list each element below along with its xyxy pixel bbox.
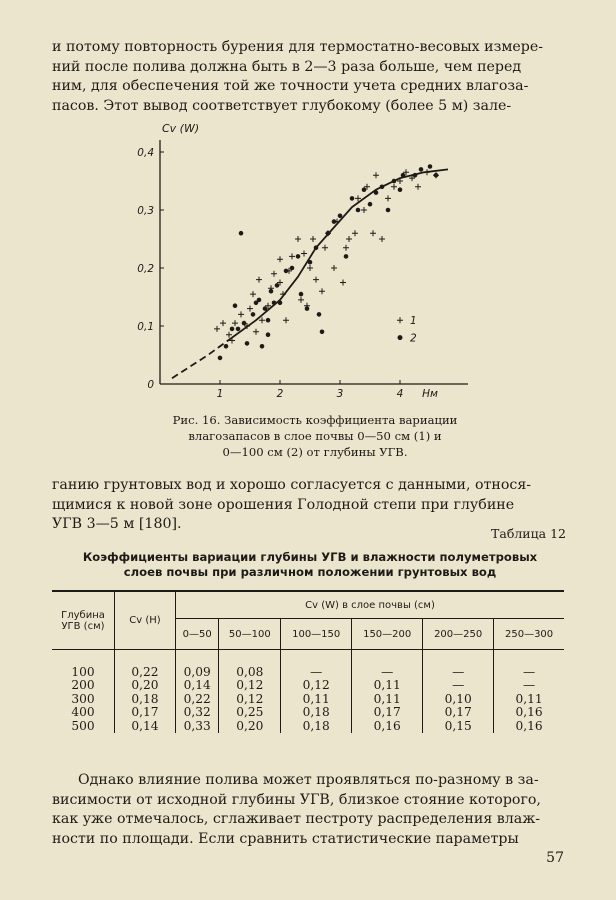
table-row [52,720,564,733]
figure-caption [150,412,480,460]
dot-point [356,208,361,213]
page-number: 57 [546,850,564,866]
dot-point [290,266,295,271]
plus-point [247,306,253,312]
column-header-depth: Глубина УГВ (см) [52,591,115,650]
dot-point [368,202,373,207]
plus-point [253,329,259,335]
cell-value: 0,16 [494,720,564,733]
y-tick-label: 0,3 [137,205,154,217]
cell-value: 0,33 [176,720,219,733]
table-row [52,679,564,692]
dot-point [344,254,349,259]
series-2-points [218,164,439,360]
plus-point [271,271,277,277]
dot-point [332,219,337,224]
cell-cvh: 0,14 [115,720,176,733]
cell-value: 0,18 [281,720,352,733]
text-line: как уже отмечалось, сглаживает пестроту распределения влаж- [52,811,541,827]
cell-value: 0,09 [176,650,219,680]
dot-point [296,254,301,259]
caption-line: 0—100 см (2) от глубины УГВ. [222,445,408,459]
cell-depth: 400 [71,705,95,720]
plus-point [220,320,226,326]
chart-ticks [137,147,438,400]
cell-cvh: 0,18 [115,693,176,706]
text-line: ности по площади. Если сравнить статистические параметры [52,830,519,847]
dot-point [284,269,289,274]
text-line: Однако влияние полива может проявляться по-разному в за- [78,772,539,788]
cell-value: 0,11 [352,693,423,706]
cell-depth: 100 [71,665,95,679]
y-tick-label: 0,1 [137,321,154,333]
cell-value: 0,18 [281,706,352,719]
plus-point [259,317,265,323]
legend-dot-marker [398,335,403,340]
x-tick-label: 3 [336,388,344,400]
dot-point [245,341,250,346]
cell-value: 0,12 [281,679,352,692]
trend-curve-solid [232,169,448,337]
y-axis-title: Cv (W) [162,122,200,135]
table-number: Таблица 12 [491,526,566,541]
table-row [52,706,564,719]
plus-point [361,207,367,213]
plus-point [391,184,397,190]
plus-point [226,332,232,338]
plus-point [298,297,304,303]
plus-point [322,245,328,251]
dot-point [320,330,325,335]
dot-point [419,167,424,172]
plus-point [313,277,319,283]
chart-legend [397,315,417,344]
plus-point [370,230,376,236]
plus-point [238,311,244,317]
paragraph-bottom [52,771,557,849]
dot-point [362,187,367,192]
plus-point [232,320,238,326]
cell-value: — [494,679,564,692]
text-line: пасов. Этот вывод соответствует глубокому (более 5 м) зале- [52,97,512,114]
plus-point [283,317,289,323]
cell-value: 0,25 [219,706,281,719]
series-1-points [214,169,439,343]
dot-point [434,173,439,178]
dot-point [233,303,238,308]
dot-point [269,289,274,294]
cell-depth: 200 [71,678,95,693]
paragraph-middle [52,476,557,535]
dot-point [338,214,343,219]
layer-header: 250—300 [494,619,564,650]
cell-value: 0,22 [176,693,219,706]
plus-point [340,280,346,286]
table-title-line: слоев почвы при различном положении грунтовых вод [123,565,497,579]
plus-point [289,253,295,259]
layer-header: 200—250 [423,619,494,650]
cell-value: 0,10 [423,693,494,706]
layer-header: 100—150 [281,619,352,650]
chart-axes [160,122,468,384]
plus-point [214,326,220,332]
text-line: и потому повторность бурения для термостатно-весовых измере- [52,39,544,55]
plus-point [277,256,283,262]
table-row [52,650,564,680]
x-axis-title: Hм [422,388,438,400]
data-table [52,590,564,733]
plus-point [346,236,352,242]
cell-value: 0,16 [352,720,423,733]
dot-point [398,187,403,192]
cell-value: 0,16 [494,706,564,719]
dot-point [251,312,256,317]
dot-point [266,318,271,323]
dot-point [386,208,391,213]
text-line: УГВ 3—5 м [180]. [52,516,182,532]
text-line: щимися к новой зоне орошения Голодной степи при глубине [52,496,515,513]
cell-value: 0,17 [352,706,423,719]
cell-cvh: 0,17 [115,706,176,719]
plus-point [301,251,307,257]
cell-depth: 500 [71,718,95,733]
cell-value: 0,15 [423,720,494,733]
table-title [60,550,560,580]
cell-value: 0,11 [494,693,564,706]
caption-line: влагозапасов в слое почвы 0—50 см (1) и [188,429,442,443]
plus-point [310,236,316,242]
legend-plus-marker [397,317,403,323]
plus-point [352,230,358,236]
figure-16-scatter-plot [130,122,470,402]
dot-point [275,283,280,288]
plus-point [385,195,391,201]
cell-value: 0,12 [219,679,281,692]
cell-value: — [281,650,352,680]
cell-value: 0,14 [176,679,219,692]
cell-value: — [423,650,494,680]
cell-cvh: 0,20 [115,679,176,692]
column-header-cvh: Cv (H) [115,591,176,650]
layer-header: 0—50 [176,619,219,650]
plus-point [379,236,385,242]
plus-point [415,184,421,190]
dot-point [428,164,433,169]
cell-cvh: 0,22 [115,650,176,680]
cell-value: 0,11 [352,679,423,692]
paragraph-top [52,38,557,116]
column-group-header: Cv (W) в слое почвы (см) [176,591,565,619]
layer-header: 150—200 [352,619,423,650]
x-tick-label: 4 [396,388,404,400]
cell-value: 0,20 [219,720,281,733]
table-title-line: Коэффициенты вариации глубины УГВ и влажности полуметровых [82,550,538,564]
plus-point [319,288,325,294]
plus-point [307,265,313,271]
dot-point [257,298,262,303]
legend-label-2: 2 [410,332,417,345]
cell-value: — [423,679,494,692]
dot-point [260,344,265,349]
cell-depth: 300 [71,691,95,706]
dot-point [236,327,241,332]
dot-point [224,344,229,349]
plus-point [295,236,301,242]
plus-point [373,172,379,178]
legend-label-1: 1 [410,315,417,328]
x-tick-label: 1 [216,388,224,400]
dot-point [305,306,310,311]
layer-header: 50—100 [219,619,281,650]
cell-value: 0,17 [423,706,494,719]
dot-point [242,321,247,326]
plus-point [250,291,256,297]
table-row [52,693,564,706]
dot-point [230,327,235,332]
cell-value: — [352,650,423,680]
trend-curve [172,169,448,378]
text-line: ний после полива должна быть в 2—3 раза больше, чем перед [52,58,522,75]
text-line: ним, для обеспечения той же точности учета средних влагоза- [52,78,529,94]
dot-point [317,312,322,317]
dot-point [266,332,271,337]
y-tick-label: 0,4 [137,147,154,159]
caption-line: Рис. 16. Зависимость коэффициента вариации [172,413,458,427]
dot-point [218,356,223,361]
cell-value: 0,32 [176,706,219,719]
plus-point [343,245,349,251]
x-tick-label: 2 [276,388,284,400]
text-line: ганию грунтовых вод и хорошо согласуется с данными, относя- [52,477,532,493]
cell-value: 0,12 [219,693,281,706]
y-tick-label: 0 [147,379,154,391]
text-line: висимости от исходной глубины УГВ, близкое стояние которого, [52,791,541,808]
dot-point [239,231,244,236]
plus-point [331,265,337,271]
dot-point [350,196,355,201]
plus-point [256,277,262,283]
dot-point [299,292,304,297]
y-tick-label: 0,2 [137,263,154,275]
cell-value: — [494,650,564,680]
cell-value: 0,08 [219,650,281,680]
cell-value: 0,11 [281,693,352,706]
trend-curve-dashed [172,338,232,379]
